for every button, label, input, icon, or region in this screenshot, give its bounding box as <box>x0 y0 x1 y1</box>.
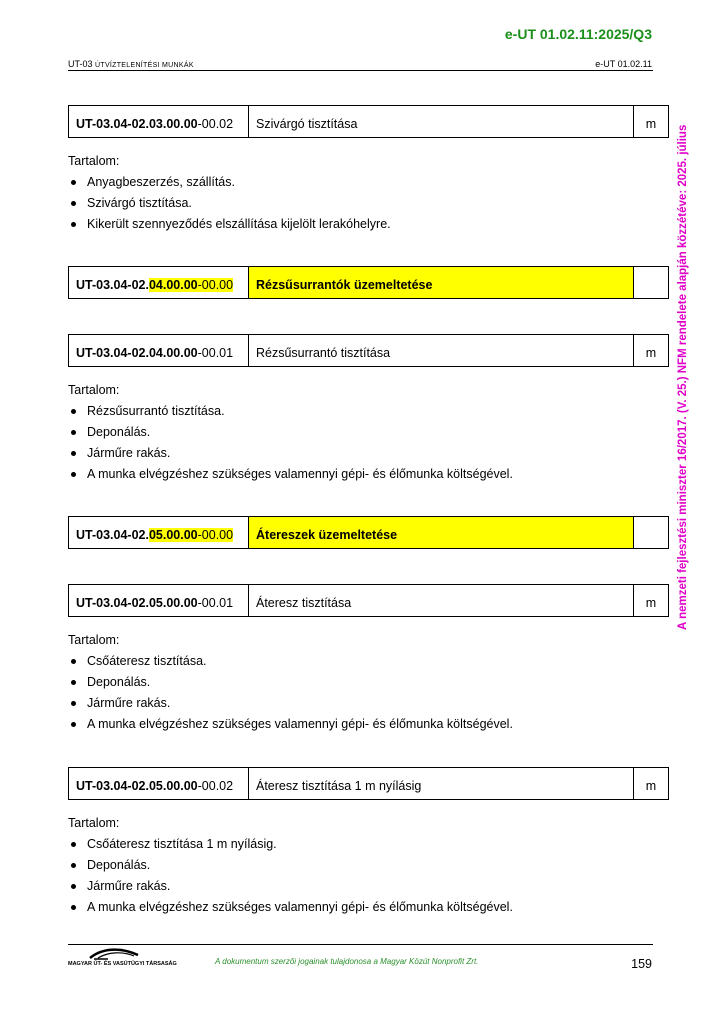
item-name: Szivárgó tisztítása <box>249 106 634 137</box>
list-item: Járműre rakás. <box>68 443 513 464</box>
logo-text: MAGYAR ÚT- ÉS VASÚTÜGYI TÁRSASÁG <box>68 961 177 967</box>
list-item: A munka elvégzéshez szükséges valamennyi gépi- és élőmunka költségével. <box>68 714 513 735</box>
page-number: 159 <box>631 957 652 971</box>
content-label: Tartalom: <box>68 383 120 397</box>
item-code: UT-03.04-02.05.00.00 -00.01 <box>69 585 249 616</box>
footer-rule <box>68 944 653 945</box>
list-item: Anyagbeszerzés, szállítás. <box>68 172 391 193</box>
running-header-left <box>68 59 194 69</box>
item-name: Áteresz tisztítása <box>249 585 634 616</box>
group-code: UT-03.04-02. 04.00.00 -00.00 <box>69 267 249 298</box>
header-rule <box>68 70 653 71</box>
list-item: Csőáteresz tisztítása 1 m nyílásig. <box>68 834 513 855</box>
list-item: Deponálás. <box>68 672 513 693</box>
item-content <box>68 151 391 235</box>
item-code: UT-03.04-02.04.00.00 -00.01 <box>69 335 249 366</box>
list-item: Deponálás. <box>68 422 513 443</box>
group-code: UT-03.04-02. 05.00.00 -00.00 <box>69 517 249 548</box>
item-content <box>68 630 513 735</box>
item-content <box>68 813 513 918</box>
group-unit-empty <box>634 267 668 298</box>
item-row <box>68 105 669 138</box>
list-item: A munka elvégzéshez szükséges valamennyi gépi- és élőmunka költségével. <box>68 897 513 918</box>
item-code: UT-03.04-02.03.00.00 -00.02 <box>69 106 249 137</box>
list-item: Járműre rakás. <box>68 876 513 897</box>
item-row <box>68 584 669 617</box>
item-row <box>68 767 669 800</box>
group-row <box>68 266 669 299</box>
copyright-notice: A dokumentum szerzői jogainak tulajdonosa a Magyar Közút Nonprofit Zrt. <box>215 957 479 966</box>
item-content <box>68 380 513 485</box>
publication-side-note: A nemzeti fejlesztési miniszter 16/2017. (V. 25.) NFM rendelete alapján közzétéve: 2025. július <box>677 124 689 630</box>
content-label: Tartalom: <box>68 816 120 830</box>
group-row <box>68 516 669 549</box>
group-unit-empty <box>634 517 668 548</box>
item-code: UT-03.04-02.05.00.00 -00.02 <box>69 768 249 799</box>
header-section-code: UT-03 <box>68 59 96 69</box>
group-name: Rézsűsurrantók üzemeltetése <box>249 267 634 298</box>
running-header-right: e-UT 01.02.11 <box>595 59 652 69</box>
header-section-title: ÚTVÍZTELENÍTÉSI MUNKÁK <box>95 62 194 69</box>
list-item: Járműre rakás. <box>68 693 513 714</box>
item-name: Rézsűsurrantó tisztítása <box>249 335 634 366</box>
list-item: Deponálás. <box>68 855 513 876</box>
content-label: Tartalom: <box>68 154 120 168</box>
item-unit: m <box>645 117 657 131</box>
item-row <box>68 334 669 367</box>
group-name: Átereszek üzemeltetése <box>249 517 634 548</box>
list-item: Szivárgó tisztítása. <box>68 193 391 214</box>
item-unit: m <box>645 596 657 610</box>
content-label: Tartalom: <box>68 633 120 647</box>
document-code: e-UT 01.02.11:2025/Q3 <box>504 26 652 42</box>
item-unit: m <box>645 779 657 793</box>
list-item: A munka elvégzéshez szükséges valamennyi gépi- és élőmunka költségével. <box>68 464 513 485</box>
list-item: Kikerült szennyeződés elszállítása kijelölt lerakóhelyre. <box>68 214 391 235</box>
item-name: Áteresz tisztítása 1 m nyílásig <box>249 768 634 799</box>
list-item: Rézsűsurrantó tisztítása. <box>68 401 513 422</box>
list-item: Csőáteresz tisztítása. <box>68 651 513 672</box>
item-unit: m <box>645 346 657 360</box>
